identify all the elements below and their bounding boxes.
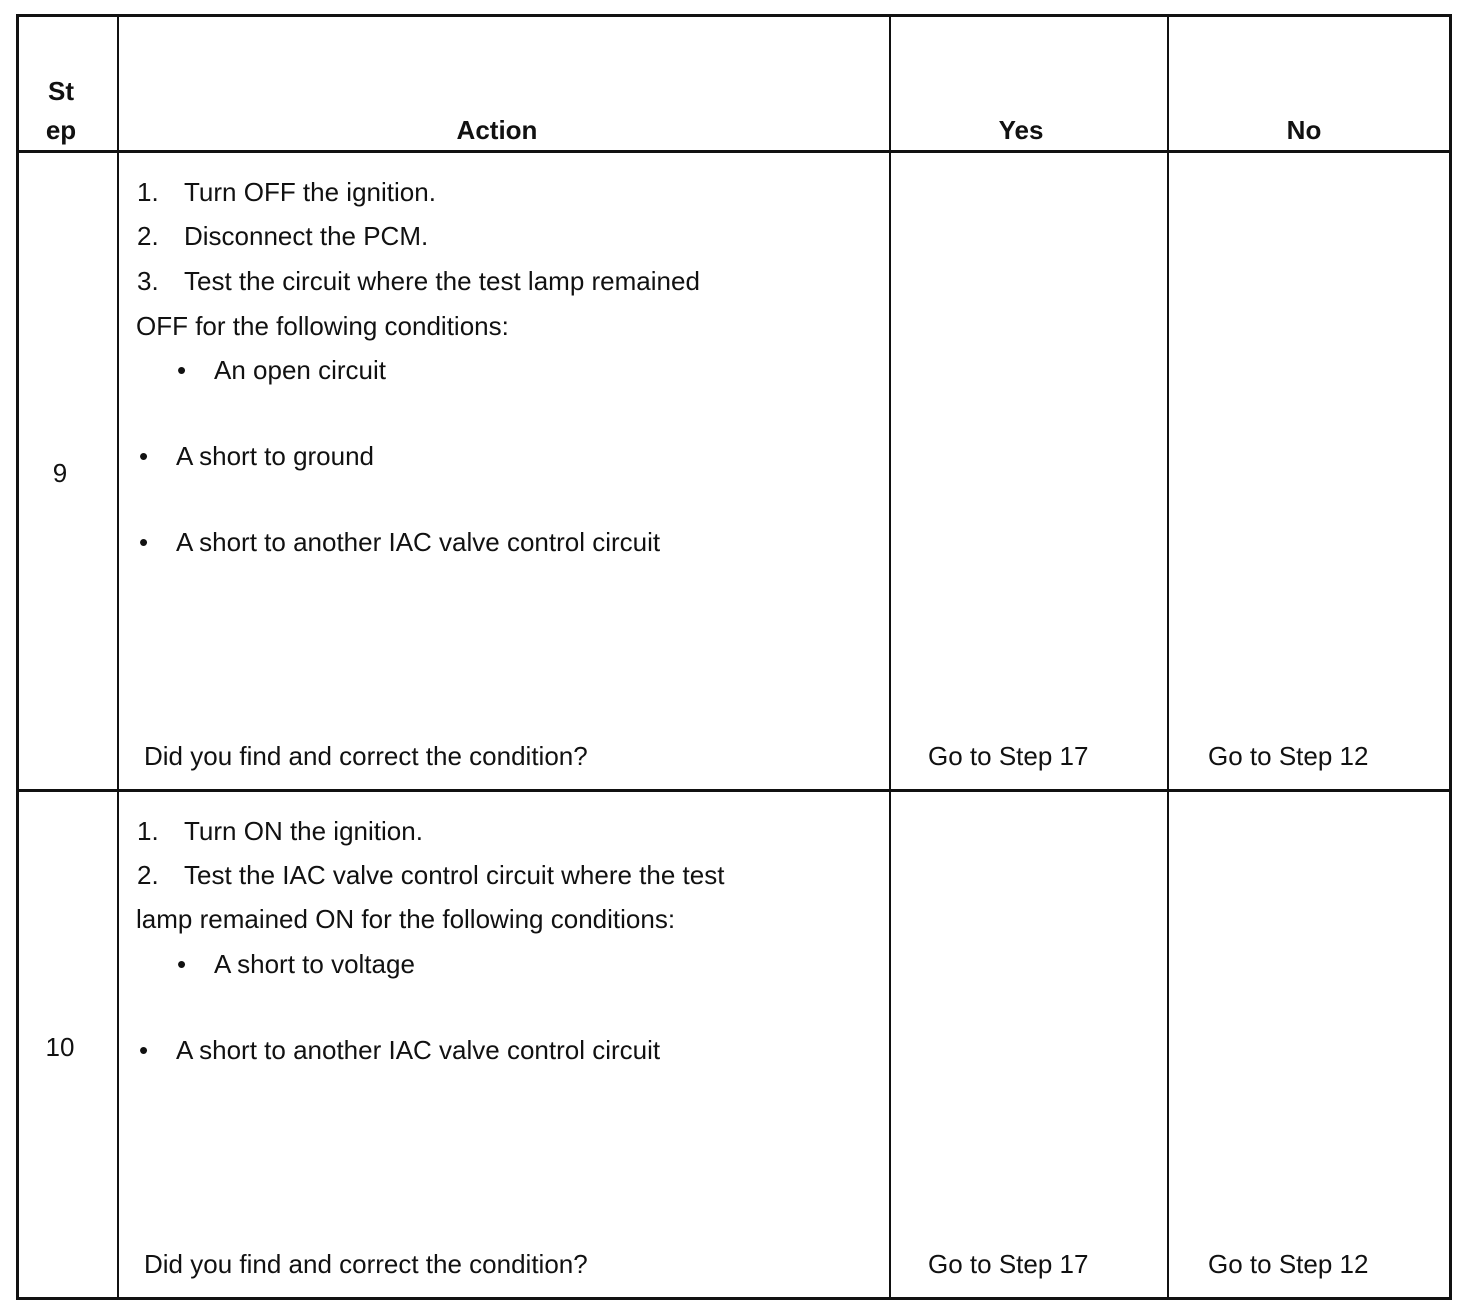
list-marker: 3. bbox=[137, 266, 159, 296]
table-border-row-divider bbox=[16, 789, 1452, 792]
no-result: Go to Step 12 bbox=[1208, 741, 1369, 771]
action-item: A short to another IAC valve control circuit bbox=[176, 1035, 661, 1065]
column-divider-yes bbox=[1167, 14, 1169, 1300]
table-border-right bbox=[1449, 14, 1452, 1300]
step-number: 10 bbox=[45, 1032, 75, 1062]
action-item: A short to another IAC valve control circuit bbox=[176, 527, 661, 557]
no-result: Go to Step 12 bbox=[1208, 1249, 1369, 1279]
action-item: An open circuit bbox=[214, 355, 386, 385]
bullet-marker: • bbox=[177, 355, 187, 385]
header-step-line1: St bbox=[48, 76, 74, 106]
action-item: Test the circuit where the test lamp remained bbox=[184, 266, 700, 296]
yes-result: Go to Step 17 bbox=[928, 741, 1089, 771]
list-marker: 2. bbox=[137, 860, 159, 890]
bullet-marker: • bbox=[177, 949, 187, 979]
action-item: lamp remained ON for the following conditions: bbox=[136, 904, 676, 934]
action-question: Did you find and correct the condition? bbox=[144, 1249, 588, 1279]
list-marker: 1. bbox=[137, 816, 159, 846]
action-item: A short to voltage bbox=[214, 949, 415, 979]
header-action: Action bbox=[456, 115, 538, 145]
header-no: No bbox=[1286, 115, 1322, 145]
column-divider-step bbox=[117, 14, 119, 1300]
header-step-line2: ep bbox=[45, 115, 77, 145]
table-border-header-bottom bbox=[16, 150, 1452, 153]
action-item: A short to ground bbox=[176, 441, 375, 471]
yes-result: Go to Step 17 bbox=[928, 1249, 1089, 1279]
bullet-marker: • bbox=[139, 527, 149, 557]
table-border-top bbox=[16, 14, 1452, 17]
list-marker: 2. bbox=[137, 221, 159, 251]
action-question: Did you find and correct the condition? bbox=[144, 741, 588, 771]
bullet-marker: • bbox=[139, 441, 149, 471]
action-item: Turn OFF the ignition. bbox=[184, 177, 436, 207]
list-marker: 1. bbox=[137, 177, 159, 207]
table-border-left bbox=[16, 14, 19, 1300]
table-border-bottom bbox=[16, 1297, 1452, 1300]
action-item: Disconnect the PCM. bbox=[184, 221, 429, 251]
bullet-marker: • bbox=[139, 1035, 149, 1065]
column-divider-action bbox=[889, 14, 891, 1300]
action-item: OFF for the following conditions: bbox=[136, 311, 509, 341]
action-item: Test the IAC valve control circuit where the test bbox=[184, 860, 725, 890]
action-item: Turn ON the ignition. bbox=[184, 816, 423, 846]
step-number: 9 bbox=[52, 458, 68, 488]
header-yes: Yes bbox=[998, 115, 1044, 145]
